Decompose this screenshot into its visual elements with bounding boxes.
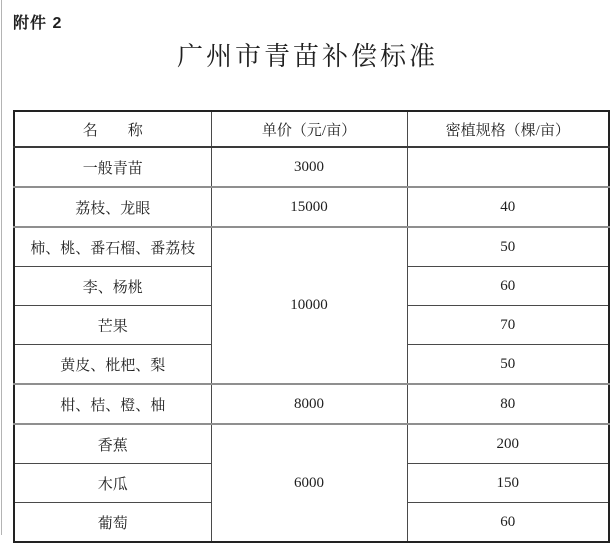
density-cell: 60 [407, 503, 609, 543]
header-name: 名 称 [14, 111, 211, 147]
crop-name-cell: 芒果 [14, 306, 211, 345]
crop-name-cell: 木瓜 [14, 464, 211, 503]
table-row [14, 384, 609, 424]
table-row [14, 187, 609, 227]
header-unit-price: 单价（元/亩） [211, 111, 407, 147]
density-cell: 150 [407, 464, 609, 503]
density-cell [407, 147, 609, 187]
table-body [14, 147, 609, 542]
crop-name-cell: 一般青苗 [14, 147, 211, 187]
attachment-label: 附件 2 [13, 15, 63, 32]
density-cell: 70 [407, 306, 609, 345]
page-title: 广州市青苗补偿标准 [176, 42, 438, 71]
unit-price-cell: 8000 [211, 384, 407, 424]
unit-price-cell: 15000 [211, 187, 407, 227]
table-header-row [14, 111, 609, 147]
unit-price-cell: 3000 [211, 147, 407, 187]
density-cell: 40 [407, 187, 609, 227]
density-cell: 50 [407, 227, 609, 267]
crop-name-cell: 荔枝、龙眼 [14, 187, 211, 227]
crop-name-cell: 葡萄 [14, 503, 211, 543]
page-edge-line [1, 0, 2, 535]
crop-name-cell: 李、杨桃 [14, 267, 211, 306]
compensation-table [13, 110, 610, 543]
table-header [14, 111, 609, 147]
density-cell: 50 [407, 345, 609, 385]
header-density-spec: 密植规格（棵/亩） [407, 111, 609, 147]
unit-price-cell: 6000 [211, 424, 407, 542]
table-row [14, 147, 609, 187]
density-cell: 80 [407, 384, 609, 424]
density-cell: 200 [407, 424, 609, 464]
table-row [14, 227, 609, 267]
table-row [14, 424, 609, 464]
crop-name-cell: 香蕉 [14, 424, 211, 464]
unit-price-cell: 10000 [211, 227, 407, 384]
crop-name-cell: 柿、桃、番石榴、番荔枝 [14, 227, 211, 267]
density-cell: 60 [407, 267, 609, 306]
crop-name-cell: 柑、桔、橙、柚 [14, 384, 211, 424]
crop-name-cell: 黄皮、枇杷、梨 [14, 345, 211, 385]
